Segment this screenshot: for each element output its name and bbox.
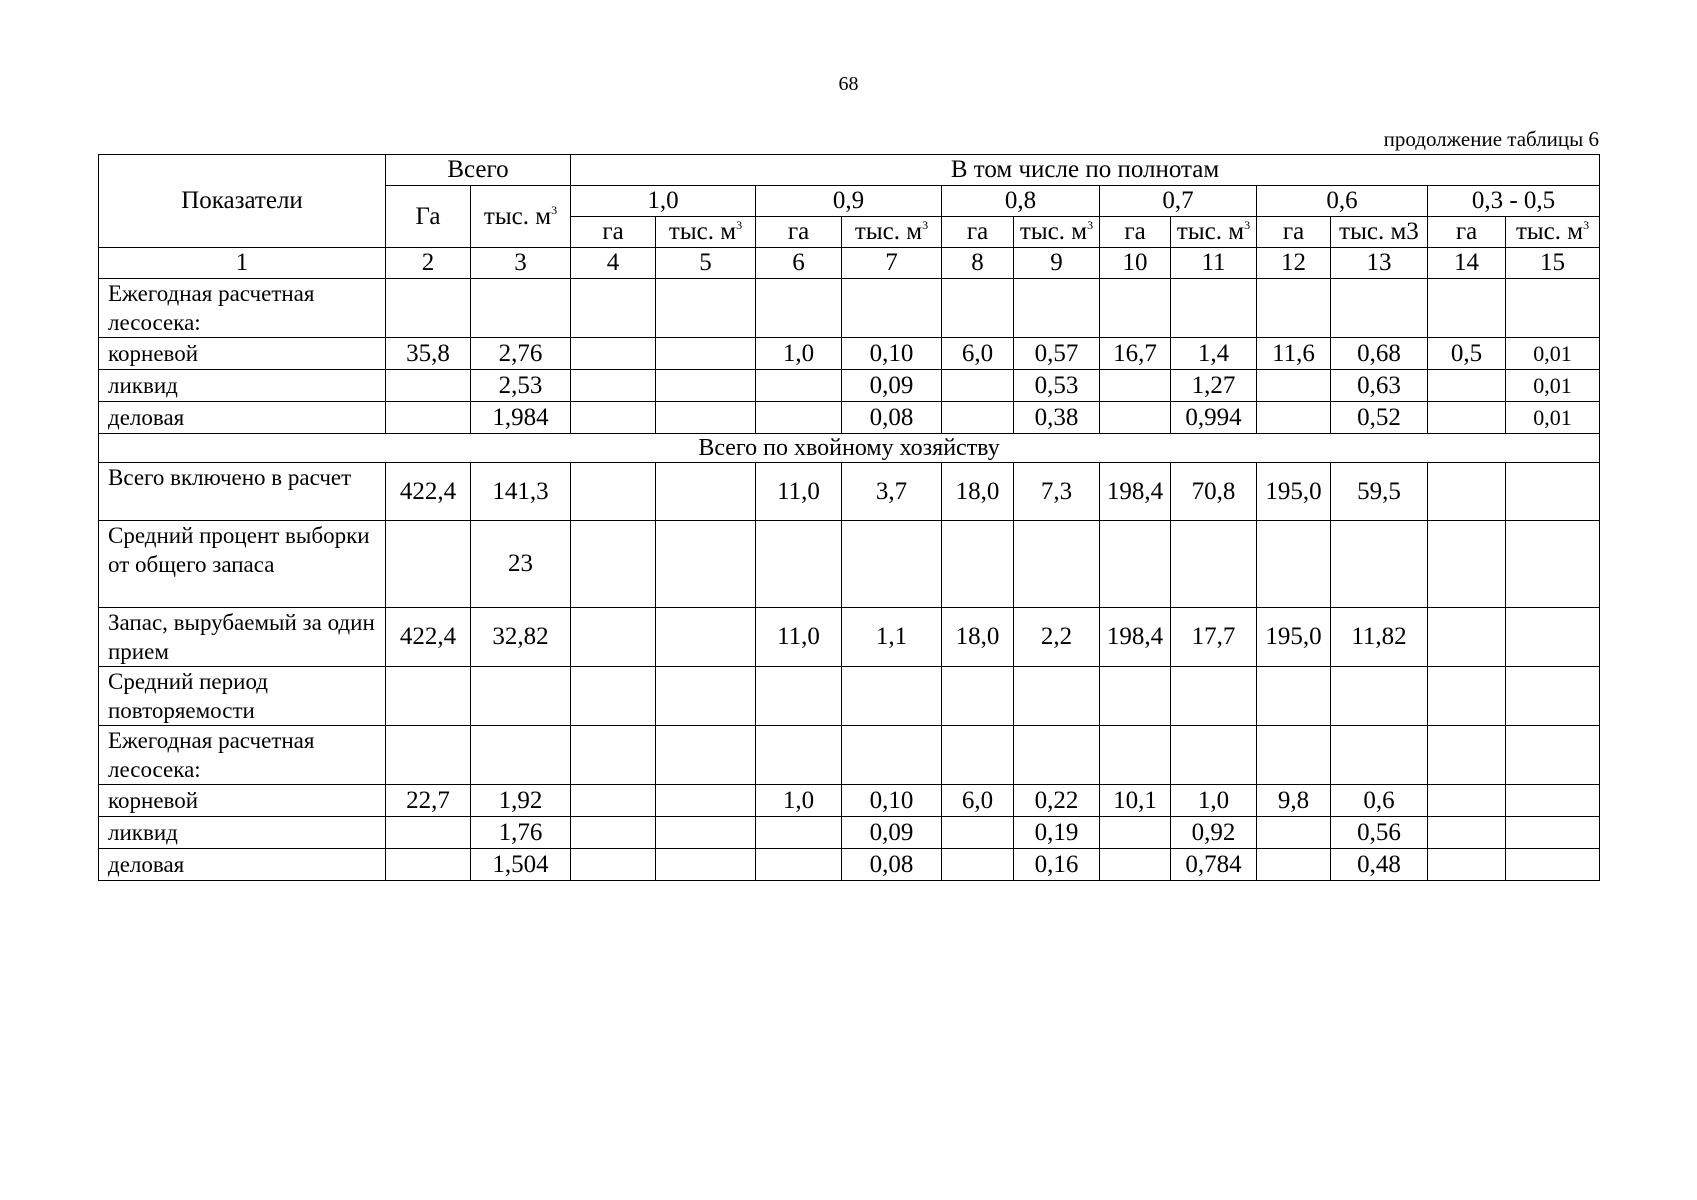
table-continuation-caption: продолжение таблицы 6: [1383, 127, 1599, 151]
table-cell: [1428, 402, 1506, 434]
table-cell: [1014, 521, 1100, 608]
table-cell: 0,92: [1171, 817, 1257, 849]
table-cell: [656, 849, 756, 881]
header-column-numbers-row: [99, 248, 1600, 279]
table-cell: [842, 726, 942, 785]
table-cell: 18,0: [942, 463, 1014, 521]
row-label: ликвид: [99, 370, 386, 402]
table-cell: [1257, 402, 1331, 434]
table-cell: [942, 817, 1014, 849]
table-cell: [756, 521, 842, 608]
table-cell: [1428, 726, 1506, 785]
table-cell: 11,0: [756, 463, 842, 521]
table-cell: [656, 402, 756, 434]
table-cell: [942, 521, 1014, 608]
table-cell: [656, 608, 756, 667]
table-row: [99, 279, 1600, 338]
table-cell: 2,53: [471, 370, 571, 402]
header-density-1: 1,0: [571, 186, 756, 217]
header-unit-volume: тыс. $м^3$: [1506, 217, 1600, 248]
table-cell: [1428, 849, 1506, 881]
table-cell: [471, 667, 571, 726]
table-cell: 1,504: [471, 849, 571, 881]
table-cell: [386, 521, 471, 608]
table-row: [99, 726, 1600, 785]
page-number: 68: [838, 73, 859, 95]
table-cell: [1506, 817, 1600, 849]
table-cell: 16,7: [1100, 338, 1171, 370]
table-cell: [386, 279, 471, 338]
table-cell: [1100, 521, 1171, 608]
table-cell: 0,53: [1014, 370, 1100, 402]
section-title: Всего по хвойному хозяйству: [99, 434, 1600, 463]
header-unit-ha: га: [942, 217, 1014, 248]
table-cell: [656, 463, 756, 521]
table-cell: [756, 667, 842, 726]
column-number: 10: [1100, 248, 1171, 279]
table-cell: 0,10: [842, 785, 942, 817]
table-cell: [571, 370, 656, 402]
table-cell: [942, 402, 1014, 434]
table-cell: [1014, 726, 1100, 785]
table-cell: [842, 279, 942, 338]
column-number: 4: [571, 248, 656, 279]
table-cell: 6,0: [942, 338, 1014, 370]
table-cell: [942, 726, 1014, 785]
table-cell: 1,0: [1171, 785, 1257, 817]
header-total-volume: тыс. $м^3$: [471, 186, 571, 248]
table-cell: [656, 785, 756, 817]
header-total: Всего: [386, 155, 571, 186]
table-cell: [571, 849, 656, 881]
table-cell: [1428, 608, 1506, 667]
row-label: Ежегодная расчетная лесосека:: [99, 726, 386, 785]
table-row: [99, 608, 1600, 667]
table-cell: [1506, 463, 1600, 521]
table-cell: [1171, 726, 1257, 785]
table-cell: [571, 726, 656, 785]
table-cell: [756, 402, 842, 434]
table-cell: [756, 279, 842, 338]
table-cell: [656, 370, 756, 402]
table-cell: [942, 279, 1014, 338]
column-number: 12: [1257, 248, 1331, 279]
table-cell: 0,08: [842, 402, 942, 434]
table-cell: 70,8: [1171, 463, 1257, 521]
table-cell: 0,01: [1506, 338, 1600, 370]
table-cell: [571, 667, 656, 726]
table-cell: [386, 817, 471, 849]
table-cell: 0,56: [1331, 817, 1428, 849]
table-cell: 195,0: [1257, 463, 1331, 521]
table-cell: [1428, 463, 1506, 521]
table-cell: 0,52: [1331, 402, 1428, 434]
table-cell: [1100, 817, 1171, 849]
table-cell: 1,27: [1171, 370, 1257, 402]
column-number: 13: [1331, 248, 1428, 279]
table-cell: 198,4: [1100, 463, 1171, 521]
table-row: [99, 402, 1600, 434]
table-cell: 0,09: [842, 817, 942, 849]
table-cell: 1,92: [471, 785, 571, 817]
table-row: [99, 849, 1600, 881]
header-unit-ha: га: [756, 217, 842, 248]
table-cell: [1428, 667, 1506, 726]
table-cell: 22,7: [386, 785, 471, 817]
table-cell: 0,68: [1331, 338, 1428, 370]
table-cell: 0,784: [1171, 849, 1257, 881]
table-cell: 1,984: [471, 402, 571, 434]
row-label: Средний процент выборки от общего запаса: [99, 521, 386, 608]
table-cell: 11,82: [1331, 608, 1428, 667]
table-cell: 141,3: [471, 463, 571, 521]
table-cell: [1506, 521, 1600, 608]
column-number: 7: [842, 248, 942, 279]
row-label: корневой: [99, 338, 386, 370]
header-unit-ha: га: [1428, 217, 1506, 248]
table-cell: [1014, 279, 1100, 338]
column-number: 2: [386, 248, 471, 279]
table-cell: 0,994: [1171, 402, 1257, 434]
table-cell: [1257, 726, 1331, 785]
table-cell: [1506, 849, 1600, 881]
column-number: 3: [471, 248, 571, 279]
table-cell: 17,7: [1171, 608, 1257, 667]
table-cell: 0,09: [842, 370, 942, 402]
table-row: [99, 785, 1600, 817]
table-cell: 32,82: [471, 608, 571, 667]
table-cell: [571, 402, 656, 434]
table-cell: [656, 279, 756, 338]
table-cell: [756, 849, 842, 881]
table-cell: 11,0: [756, 608, 842, 667]
row-label: Ежегодная расчетная лесосека:: [99, 279, 386, 338]
table-cell: 3,7: [842, 463, 942, 521]
header-density-6: 0,3 - 0,5: [1428, 186, 1600, 217]
table-cell: 0,19: [1014, 817, 1100, 849]
header-unit-ha: га: [571, 217, 656, 248]
table-cell: [756, 726, 842, 785]
table-cell: [1014, 667, 1100, 726]
table-cell: 59,5: [1331, 463, 1428, 521]
row-label: деловая: [99, 402, 386, 434]
table-cell: [942, 849, 1014, 881]
table-cell: 0,5: [1428, 338, 1506, 370]
table-cell: 422,4: [386, 608, 471, 667]
table-cell: [756, 370, 842, 402]
table-cell: [571, 463, 656, 521]
table-cell: [1100, 667, 1171, 726]
column-number: 1: [99, 248, 386, 279]
table-cell: [1257, 370, 1331, 402]
table-cell: 422,4: [386, 463, 471, 521]
table-cell: [1171, 667, 1257, 726]
table-cell: [571, 817, 656, 849]
table-cell: 1,1: [842, 608, 942, 667]
forest-felling-table: [98, 154, 1600, 881]
column-number: 9: [1014, 248, 1100, 279]
header-unit-volume: тыс. м3: [1331, 217, 1428, 248]
table-row: [99, 521, 1600, 608]
header-unit-volume: тыс. $м^3$: [842, 217, 942, 248]
row-label: Средний период повторяемости: [99, 667, 386, 726]
table-row: [99, 370, 1600, 402]
row-label: деловая: [99, 849, 386, 881]
header-density-4: 0,7: [1100, 186, 1257, 217]
column-number: 5: [656, 248, 756, 279]
table-cell: [842, 521, 942, 608]
table-cell: [1506, 785, 1600, 817]
table-cell: [656, 817, 756, 849]
column-number: 6: [756, 248, 842, 279]
table-cell: [471, 279, 571, 338]
table-cell: [386, 402, 471, 434]
table-row: [99, 667, 1600, 726]
table-cell: 1,0: [756, 785, 842, 817]
row-label: Всего включено в расчет: [99, 463, 386, 521]
table-cell: [386, 849, 471, 881]
table-cell: [1171, 521, 1257, 608]
table-cell: [386, 370, 471, 402]
table-cell: [471, 726, 571, 785]
table-cell: 0,57: [1014, 338, 1100, 370]
table-cell: [1428, 785, 1506, 817]
row-label: ликвид: [99, 817, 386, 849]
table-cell: [1100, 849, 1171, 881]
table-cell: [1428, 817, 1506, 849]
section-row: [99, 434, 1600, 463]
table-cell: 0,48: [1331, 849, 1428, 881]
table-cell: [1171, 279, 1257, 338]
column-number: 8: [942, 248, 1014, 279]
table-cell: [1257, 279, 1331, 338]
table-cell: 0,63: [1331, 370, 1428, 402]
row-label: корневой: [99, 785, 386, 817]
table-cell: [571, 785, 656, 817]
table-cell: 2,2: [1014, 608, 1100, 667]
table-cell: [1331, 279, 1428, 338]
table-cell: [656, 521, 756, 608]
table-cell: 0,10: [842, 338, 942, 370]
table-cell: 23: [471, 521, 571, 608]
table-row: [99, 817, 1600, 849]
header-unit-volume: тыс. $м^3$: [1014, 217, 1100, 248]
header-unit-ha: га: [1257, 217, 1331, 248]
table-cell: [571, 608, 656, 667]
table-cell: [571, 279, 656, 338]
header-density-3: 0,8: [942, 186, 1100, 217]
table-cell: 10,1: [1100, 785, 1171, 817]
table-cell: 0,01: [1506, 370, 1600, 402]
table-cell: 2,76: [471, 338, 571, 370]
table-cell: 6,0: [942, 785, 1014, 817]
table-cell: [1100, 726, 1171, 785]
table-cell: 0,22: [1014, 785, 1100, 817]
table-cell: [942, 667, 1014, 726]
column-number: 15: [1506, 248, 1600, 279]
table-cell: [756, 817, 842, 849]
header-total-ha: Га: [386, 186, 471, 248]
table-cell: [571, 338, 656, 370]
table-cell: 7,3: [1014, 463, 1100, 521]
table-cell: [1331, 521, 1428, 608]
table-cell: [1506, 667, 1600, 726]
table-cell: [571, 521, 656, 608]
table-cell: [842, 667, 942, 726]
table-cell: 35,8: [386, 338, 471, 370]
table-cell: [1428, 279, 1506, 338]
table-cell: 195,0: [1257, 608, 1331, 667]
table-cell: [386, 667, 471, 726]
header-unit-volume: тыс. $м^3$: [656, 217, 756, 248]
table-cell: [656, 726, 756, 785]
table-cell: [656, 667, 756, 726]
table-cell: [1257, 849, 1331, 881]
table-cell: [386, 726, 471, 785]
table-cell: 11,6: [1257, 338, 1331, 370]
header-by-density: В том числе по полнотам: [571, 155, 1600, 186]
column-number: 14: [1428, 248, 1506, 279]
header-density-5: 0,6: [1257, 186, 1428, 217]
table-cell: 0,16: [1014, 849, 1100, 881]
table-cell: 9,8: [1257, 785, 1331, 817]
table-cell: 1,76: [471, 817, 571, 849]
table-cell: [1100, 402, 1171, 434]
table-cell: 198,4: [1100, 608, 1171, 667]
table-row: [99, 338, 1600, 370]
table-cell: [1506, 608, 1600, 667]
header-unit-ha: га: [1100, 217, 1171, 248]
table-cell: 0,08: [842, 849, 942, 881]
table-cell: [942, 370, 1014, 402]
header-indicators: Показатели: [99, 155, 386, 248]
table-cell: 0,6: [1331, 785, 1428, 817]
header-unit-volume: тыс. $м^3$: [1171, 217, 1257, 248]
table-cell: 1,4: [1171, 338, 1257, 370]
table-cell: [656, 338, 756, 370]
table-cell: [1257, 667, 1331, 726]
table-cell: [1506, 279, 1600, 338]
row-label: Запас, вырубаемый за один прием: [99, 608, 386, 667]
table-row: [99, 463, 1600, 521]
table-cell: [1257, 521, 1331, 608]
table-cell: [1428, 370, 1506, 402]
table-cell: [1331, 726, 1428, 785]
column-number: 11: [1171, 248, 1257, 279]
table-cell: [1257, 817, 1331, 849]
table-cell: [1100, 370, 1171, 402]
table-cell: [1331, 667, 1428, 726]
table-cell: 1,0: [756, 338, 842, 370]
header-density-2: 0,9: [756, 186, 942, 217]
table-cell: 0,38: [1014, 402, 1100, 434]
table-cell: 0,01: [1506, 402, 1600, 434]
table-cell: [1100, 279, 1171, 338]
table-cell: [1428, 521, 1506, 608]
table-cell: [1506, 726, 1600, 785]
table-cell: 18,0: [942, 608, 1014, 667]
